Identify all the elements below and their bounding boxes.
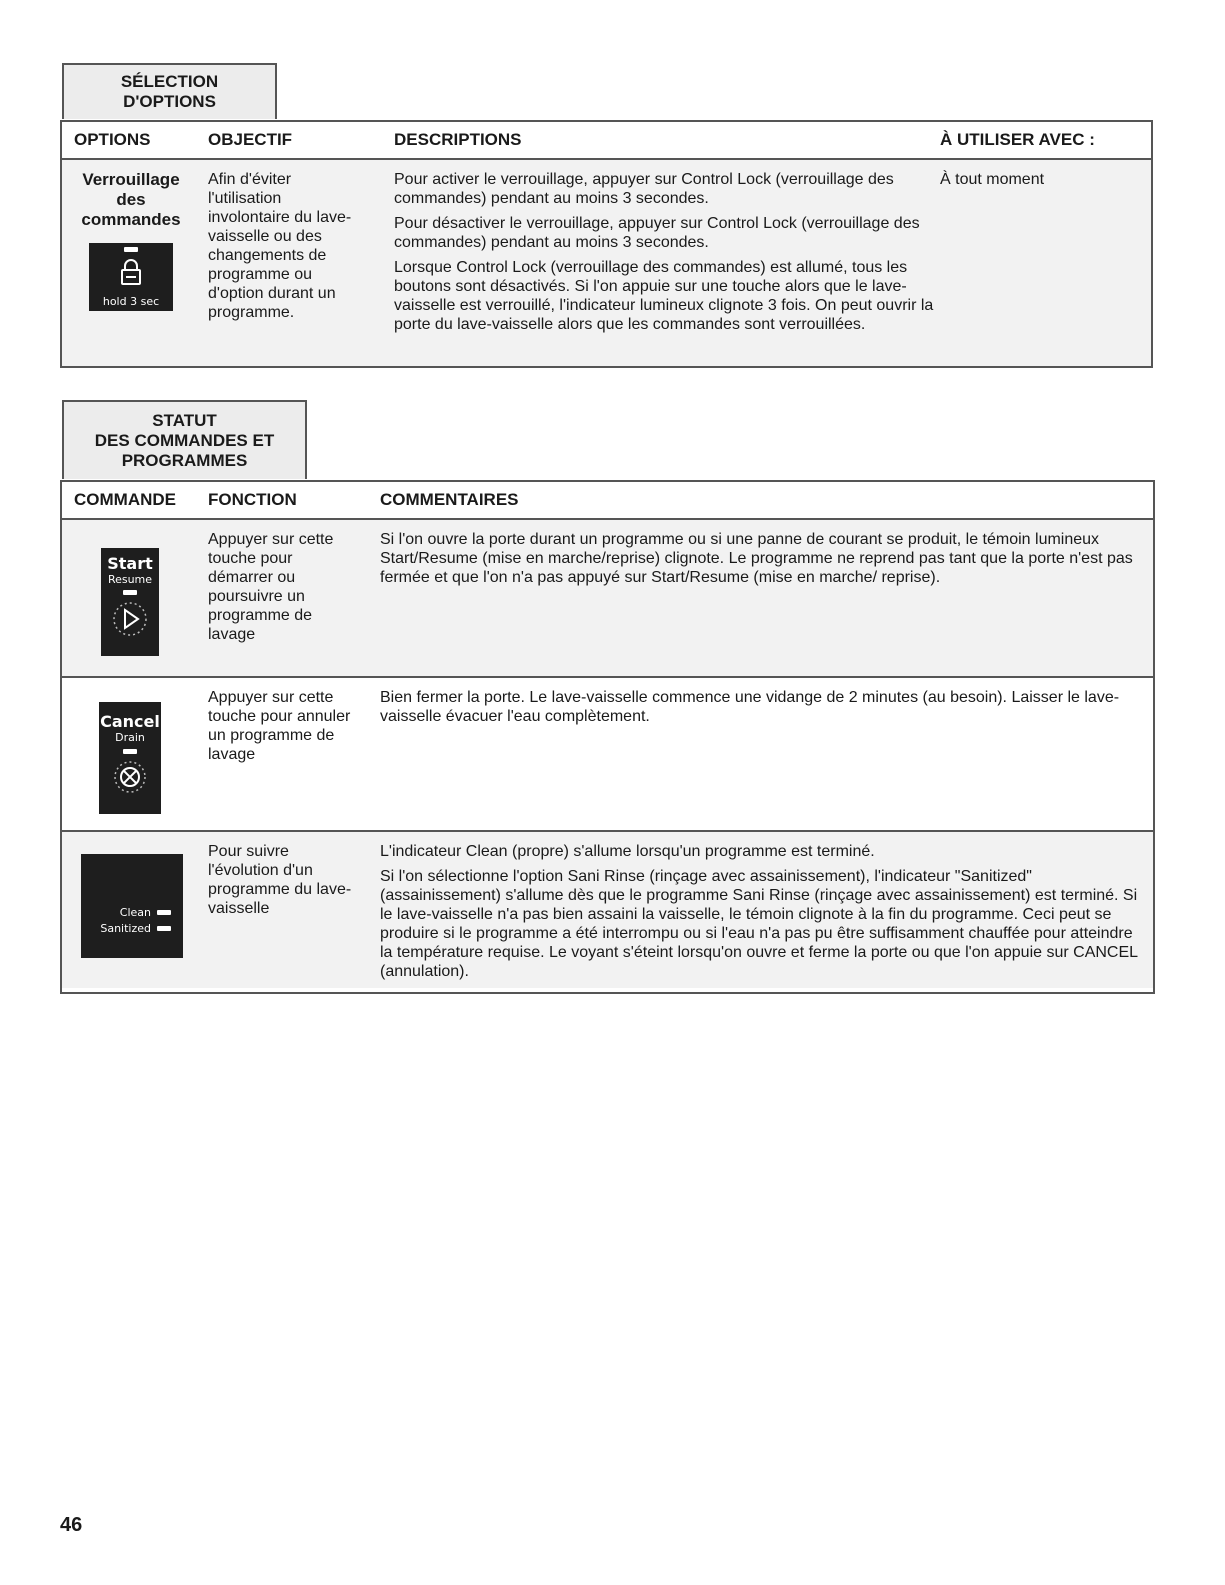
- comment-text: Si l'on ouvre la porte durant un programme ou si une panne de courant se produit, le témoin lumineux Start/Resume (mise en marche/reprise) clignote. Le programme ne reprend pas tant que la porte n'est pas fermée et que l'on n'a pas appuyé sur Start/Resume (mise en marche/ reprise).: [380, 531, 1133, 586]
- clean-sanitized-indicator-panel: [81, 854, 183, 958]
- cancel-drain-button[interactable]: [99, 702, 161, 814]
- button-sublabel: Drain: [115, 731, 145, 744]
- description-paragraph: Lorsque Control Lock (verrouillage des commandes) est allumé, tous les boutons sont désactivés. Si l'on appuie sur une touche alors que le lave-vaisselle est verrouillé, l'indicateur lumineux clignote 3 fois. On peut ouvrir la porte du lave-vaisselle alors que les commandes sont verrouillées.: [394, 259, 934, 333]
- comment-paragraph: Si l'on sélectionne l'option Sani Rinse (rinçage avec assainissement), l'indicateur "Sanitized" (assainissement) s'allume dès que le programme Sani Rinse (rinçage avec assainissement) est terminé. Si le lave-vaisselle n'a pas bien assaini la vaisselle, le témoin clignote à la fin du programme. Ceci peut se produire si le programme a été interrompu ou si l'eau n'a pas pu être suffisamment chauffée pour atteindre la température requise. Le voyant s'éteint lorsqu'on ouvre et ferme la porte ou que l'on appuie sur CANCEL (annulation).: [380, 868, 1138, 980]
- table-header: [62, 122, 1151, 160]
- section-title-line: D'OPTIONS: [123, 92, 216, 111]
- play-icon: [111, 600, 149, 638]
- button-label: Start: [107, 554, 153, 573]
- section-title-line: DES COMMANDES ET: [94, 430, 275, 450]
- comment-text: Bien fermer la porte. Le lave-vaisselle commence une vidange de 2 minutes (au besoin). Laisser le lave-vaisselle évacuer l'eau complètement.: [380, 689, 1120, 725]
- table-row: [62, 832, 1153, 988]
- function-text: Appuyer sur cette touche pour démarrer ou poursuivre un programme de lavage: [208, 531, 334, 643]
- use-with-text: À tout moment: [940, 171, 1045, 188]
- button-caption: hold 3 sec: [102, 295, 160, 308]
- start-resume-button[interactable]: [101, 548, 159, 656]
- control-lock-button[interactable]: [89, 243, 173, 311]
- descriptions: [394, 170, 934, 340]
- comments: [380, 842, 1142, 987]
- section-title-line: STATUT: [152, 410, 217, 430]
- option-name-line: commandes: [81, 210, 181, 229]
- section-title-line: PROGRAMMES: [121, 450, 248, 470]
- objective-text: Afin d'éviter l'utilisation involontaire du lave-vaisselle ou des changements de programme ou d'option durant un programme.: [208, 171, 352, 321]
- indicator-label: Clean: [119, 906, 151, 919]
- table-row: [62, 678, 1153, 830]
- column-header: FONCTION: [208, 490, 297, 509]
- table-header: [62, 482, 1153, 520]
- control-status-table: [60, 480, 1155, 994]
- description-paragraph: Pour désactiver le verrouillage, appuyer sur Control Lock (verrouillage des commandes) pendant au moins 3 secondes.: [394, 215, 920, 251]
- option-name: [72, 170, 190, 230]
- function-text: Appuyer sur cette touche pour annuler un programme de lavage: [208, 689, 351, 763]
- section-tab-control-status: [62, 400, 307, 479]
- comment-paragraph: L'indicateur Clean (propre) s'allume lorsqu'un programme est terminé.: [380, 843, 875, 860]
- column-header: À UTILISER AVEC :: [940, 130, 1095, 149]
- sanitized-indicator-light: [157, 926, 171, 931]
- column-header: DESCRIPTIONS: [394, 130, 522, 149]
- lock-icon: [116, 257, 146, 287]
- button-label: Cancel: [100, 712, 160, 731]
- cancel-icon: [112, 759, 148, 795]
- indicator-light: [123, 749, 137, 754]
- description-paragraph: Pour activer le verrouillage, appuyer sur Control Lock (verrouillage des commandes) pendant au moins 3 secondes.: [394, 171, 894, 207]
- column-header: COMMENTAIRES: [380, 490, 519, 509]
- indicator-row: [120, 906, 171, 919]
- indicator-row: [100, 922, 171, 935]
- column-header: COMMANDE: [74, 490, 176, 509]
- indicator-label: Sanitized: [100, 922, 151, 935]
- page-number: 46: [60, 1514, 83, 1536]
- option-name-line: Verrouillage: [82, 170, 180, 189]
- table-row: [62, 520, 1153, 676]
- column-header: OBJECTIF: [208, 130, 293, 149]
- indicator-light: [123, 590, 137, 595]
- clean-indicator-light: [157, 910, 171, 915]
- indicator-light: [124, 247, 138, 252]
- section-tab-option-selection: [62, 63, 277, 119]
- function-text: Pour suivre l'évolution d'un programme du lave-vaisselle: [208, 843, 352, 917]
- option-name-line: des: [116, 190, 146, 209]
- button-sublabel: Resume: [107, 573, 153, 586]
- option-selection-table: [60, 120, 1153, 368]
- section-title-line: SÉLECTION: [120, 72, 219, 91]
- column-header: OPTIONS: [74, 130, 151, 149]
